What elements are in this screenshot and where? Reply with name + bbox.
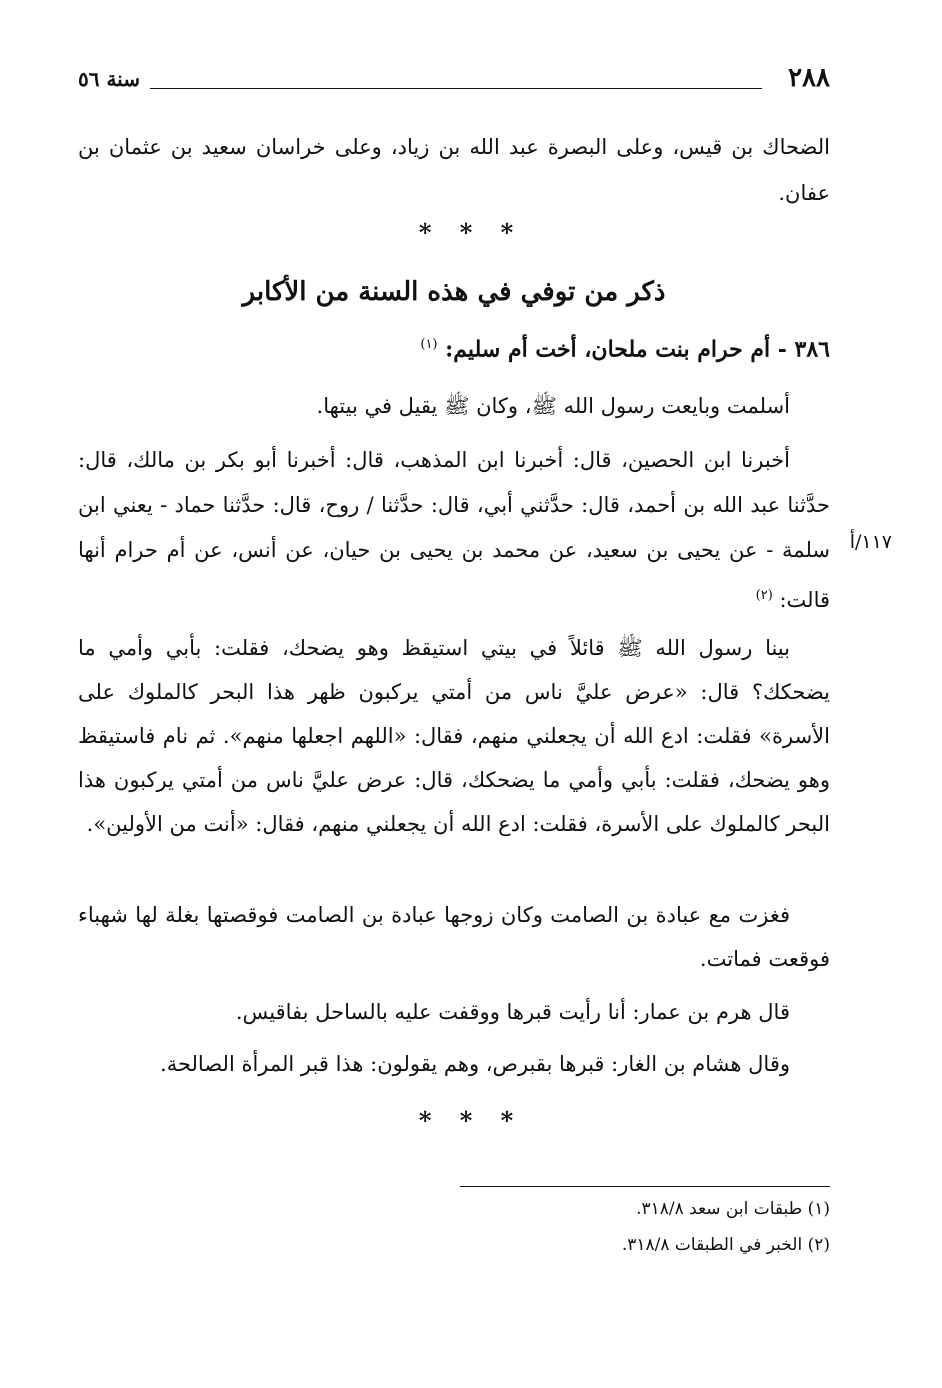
header-rule <box>150 88 762 89</box>
footnote-1: (١) طبقات ابن سعد ٣١٨/٨. <box>636 1199 830 1219</box>
paragraph-hadith: بينا رسول الله ﷺ قائلاً في بيتي استيقظ وهو يضحك، فقلت: بأبي وأمي ما يضحكك؟ قال: «عرض عليَّ ناس من أمتي يركبون ظهر هذا البحر كالملوك على الأسرة» فقلت: ادع الله أن يجعلني منهم، فقال: «اللهم اجعلها منهم». ثم نام فاستيقظ وهو يضحك، فقلت: بأبي وأمي ما يضحكك، قال: عرض عليَّ ناس من أمتي يركبون هذا البحر كالملوك على الأسرة، فقلت: ادع الله أن يجعلني منهم، فقال: «أنت من الأولين». <box>78 636 830 836</box>
section-title: ذكر من توفي في هذه السنة من الأكابر <box>242 277 666 307</box>
footnote-ref-2: (٢) <box>755 588 773 603</box>
footnote-2: (٢) الخبر في الطبقات ٣١٨/٨. <box>621 1235 830 1255</box>
isnad-text: أخبرنا ابن الحصين، قال: أخبرنا ابن المذهب، قال: أخبرنا أبو بكر بن مالك، قال: حدَّثنا عبد الله بن أحمد، قال: حدَّثني أبي، قال: حدَّثنا / روح، قال: حدَّثنا حماد - يعني ابن سلمة - عن يحيى بن سعيد، عن محمد بن يحيى بن حيان، عن أنس، عن أم حرام أنها قالت: <box>78 448 830 612</box>
paragraph-conversion: أسلمت وبايعت رسول الله ﷺ، وكان ﷺ يقيل في بيتها. <box>316 394 790 418</box>
footnote-ref-1: (١) <box>420 337 438 352</box>
entry-heading-text: ٣٨٦ - أم حرام بنت ملحان، أخت أم سليم: <box>445 336 830 363</box>
separator-bottom: * * * <box>418 1106 524 1135</box>
paragraph-harm: قال هرم بن عمار: أنا رأيت قبرها ووقفت عليه بالساحل بفاقيس. <box>235 1000 790 1024</box>
paragraph-death: فغزت مع عبادة بن الصامت وكان زوجها عبادة بن الصامت فوقصتها بغلة لها شهباء فوقعت فماتت. <box>78 903 830 971</box>
paragraph-isnad <box>78 438 830 623</box>
footnote-rule <box>460 1186 830 1187</box>
page-number: ٢٨٨ <box>788 63 830 93</box>
paragraph-governors: الضحاك بن قيس، وعلى البصرة عبد الله بن زياد، وعلى خراسان سعيد بن عثمان بن عفان. <box>78 135 830 205</box>
paragraph-hisham: وقال هشام بن الغار: قبرها بقبرص، وهم يقولون: هذا قبر المرأة الصالحة. <box>160 1052 790 1076</box>
entry-heading <box>78 328 830 366</box>
running-header <box>78 62 830 96</box>
manuscript-folio-note: ١١٧/أ <box>849 531 892 553</box>
header-year: سنة ٥٦ <box>78 67 140 91</box>
separator-top: * * * <box>418 218 524 247</box>
